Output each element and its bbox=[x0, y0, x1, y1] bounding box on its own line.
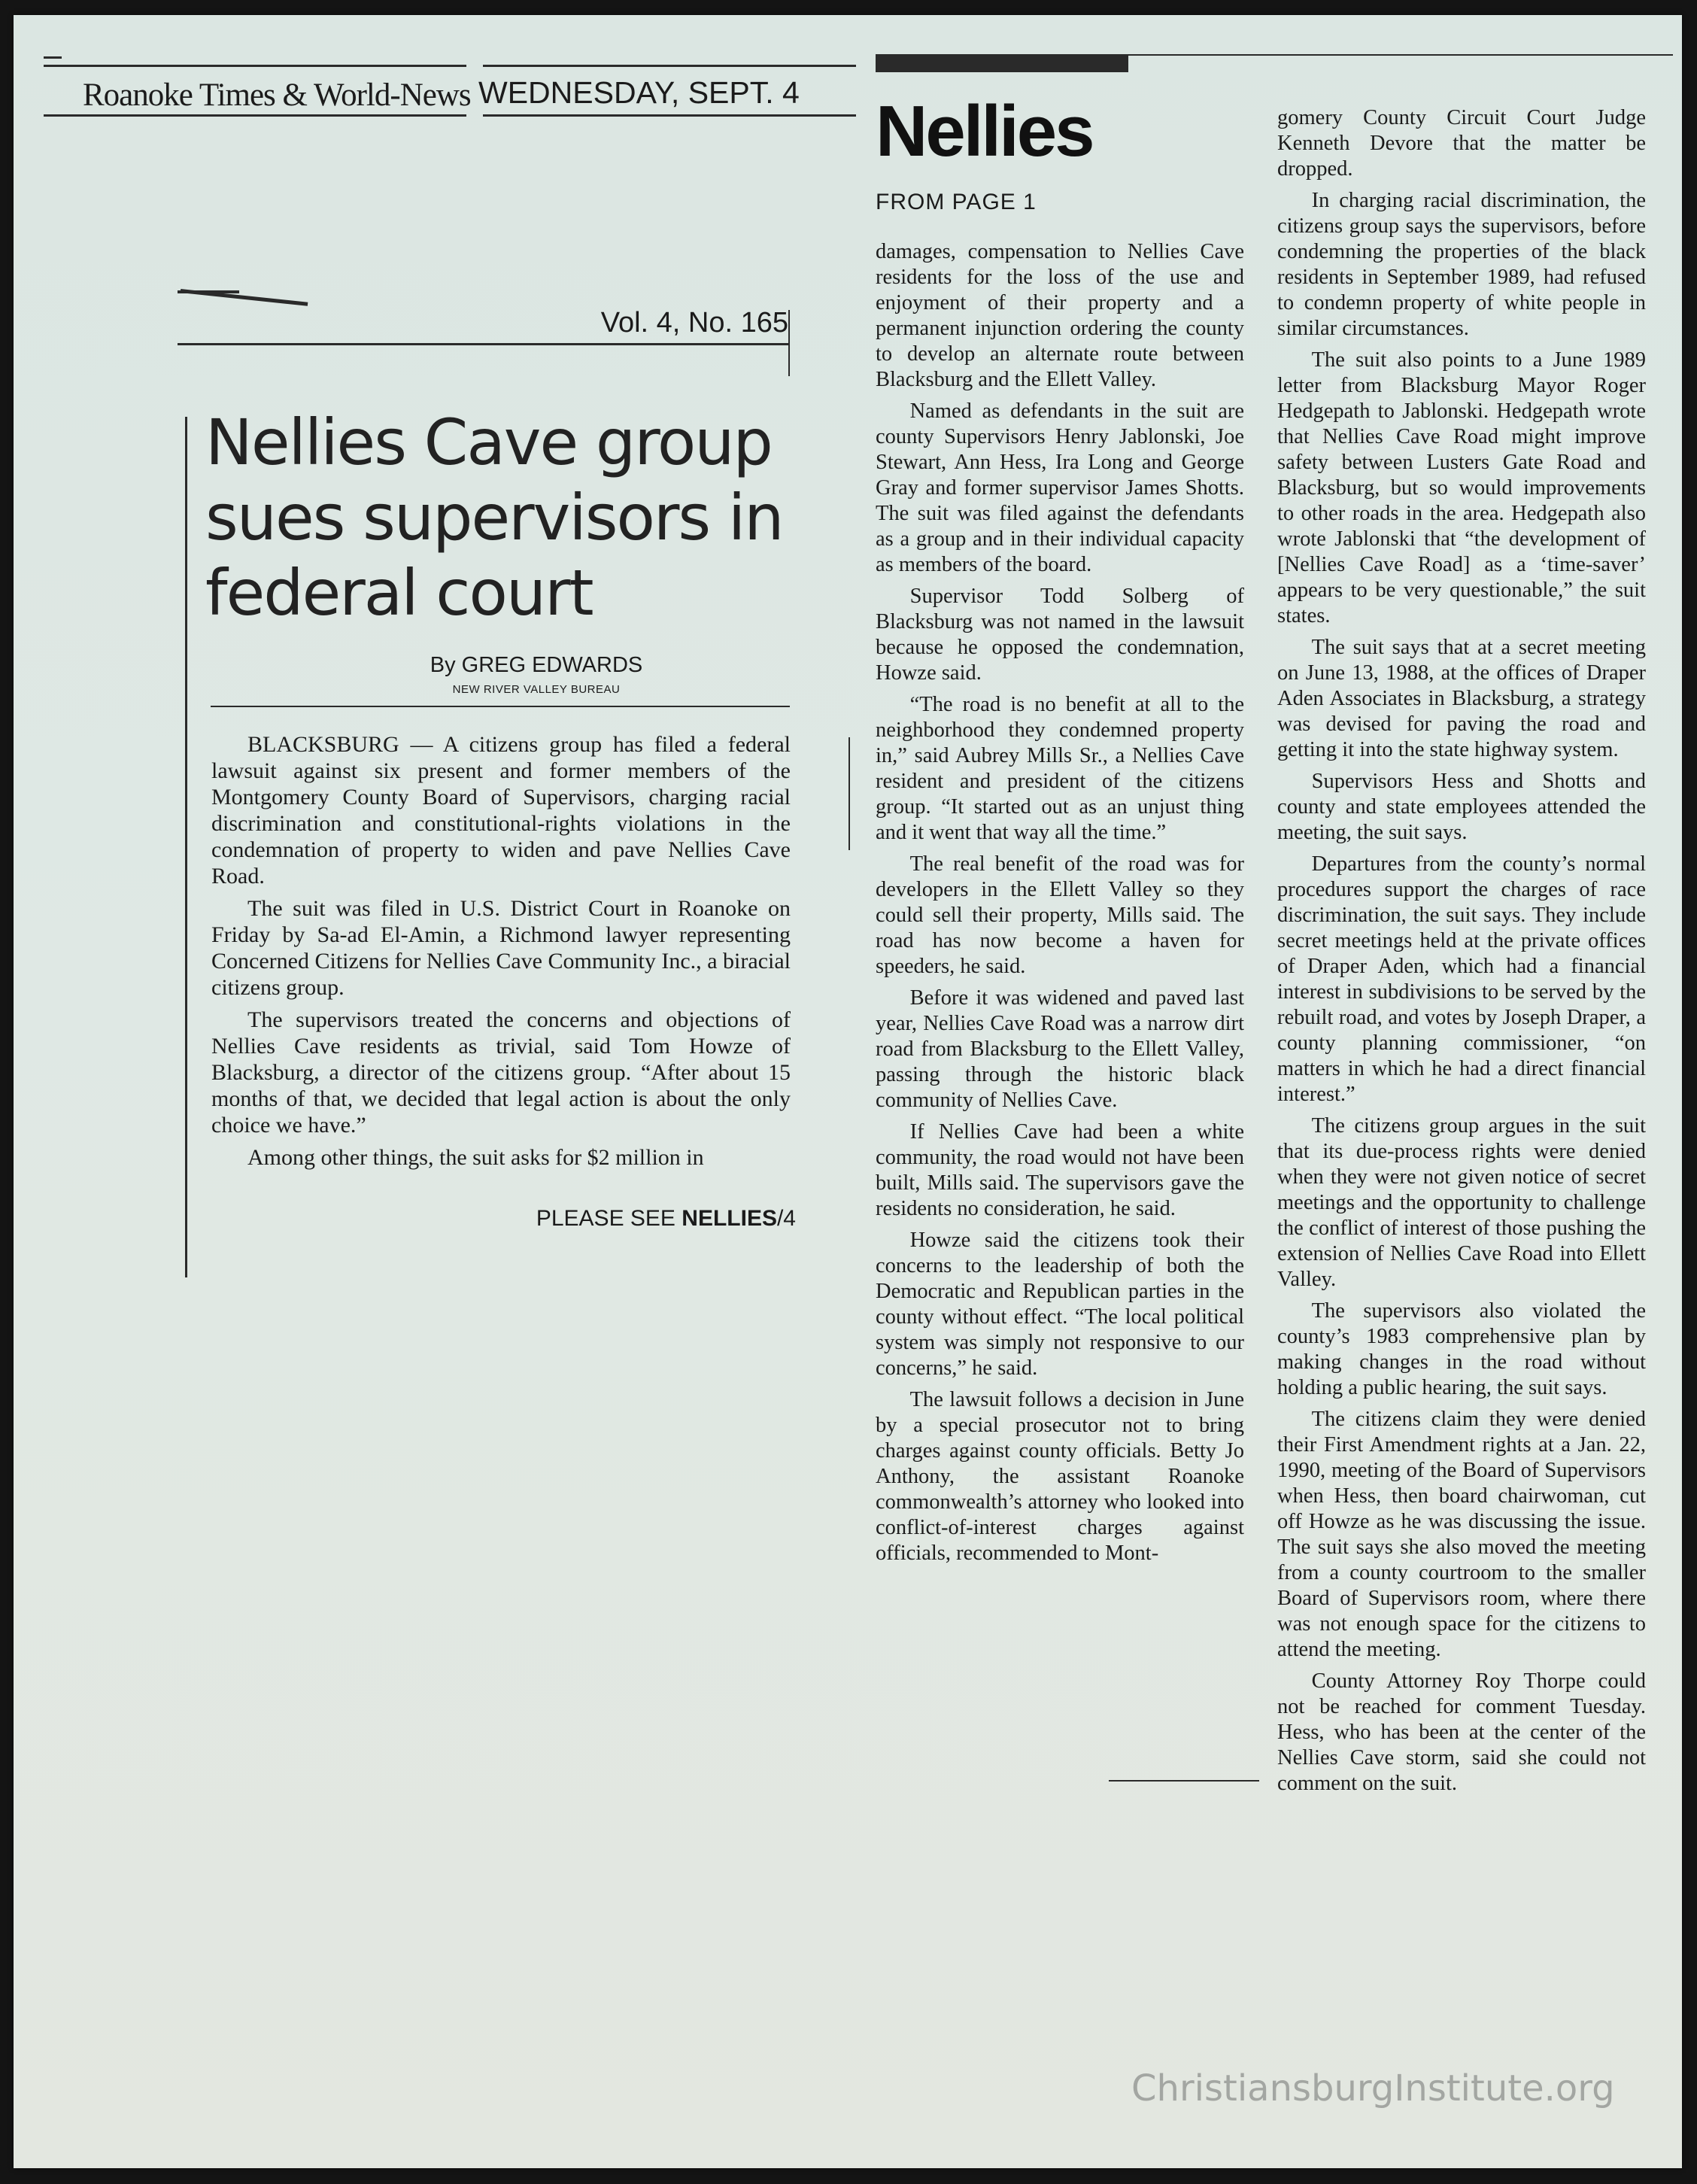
from-page-label: FROM PAGE 1 bbox=[876, 190, 1037, 214]
continuation-middle-column bbox=[876, 239, 1244, 1566]
article-paragraph: BLACKSBURG — A citizens group has filed a federal lawsuit against six present and former members of the Montgomery County Board of Supervisors, charging racial discrimination and constitutional-rights violations in the condemnation of property to widen and pave Nellies Cave Road. bbox=[211, 732, 791, 888]
continuation-black-bar bbox=[876, 56, 1128, 72]
jump-prefix: PLEASE SEE bbox=[536, 1206, 682, 1231]
article-paragraph: gomery County Circuit Court Judge Kenneth Devore that the matter be dropped. bbox=[1277, 106, 1646, 181]
article-paragraph: “The road is no benefit at all to the neighborhood they condemned property in,” said Aubrey Mills Sr., a Nellies Cave resident and president of the citizens group. “It started out as an unjust thing and it went that way all the time.” bbox=[876, 693, 1244, 844]
continuation-heading: Nellies bbox=[876, 91, 1093, 172]
continuation-right-column bbox=[1277, 105, 1646, 1797]
article-paragraph: The suit also points to a June 1989 letter from Blacksburg Mayor Roger Hedgepath to Jablonski. Hedgepath wrote that Nellies Cave Road might improve safety between Lusters Gate Road and Blacksburg, but so would improvements to other roads in the area. Hedgepath also wrote Jablonski that “the development of [Nellies Cave Road] as a ‘time-saver’ appears to be very questionable,” the suit states. bbox=[1277, 348, 1646, 627]
article-paragraph: The citizens group argues in the suit that its due-process rights were denied when they were not given notice of secret meetings and the opportunity to challenge the conflict of interest of those pushing the extension of Nellies Cave Road into Ellett Valley. bbox=[1277, 1114, 1646, 1291]
column-gutter-mark bbox=[848, 737, 850, 850]
volume-bottom-rule bbox=[178, 343, 790, 345]
article-paragraph: Supervisor Todd Solberg of Blacksburg was not named in the lawsuit because he opposed the condemnation, Howze said. bbox=[876, 585, 1244, 685]
article-paragraph: Named as defendants in the suit are county Supervisors Henry Jablonski, Joe Stewart, Ann Hess, Ira Long and George Gray and former supervisor James Shotts. The suit was filed against the defendants as a group and in their individual capacity as members of the board. bbox=[876, 399, 1244, 576]
clipping-sheet bbox=[14, 15, 1682, 2168]
article-paragraph: Supervisors Hess and Shotts and county and state employees attended the meeting, the suit says. bbox=[1277, 770, 1646, 844]
masthead-bottom-rule bbox=[44, 114, 466, 117]
article-paragraph: Howze said the citizens took their concerns to the leadership of both the Democratic and Republican parties in the county without effect. “The local political system was simply not responsive to our concerns,” he said. bbox=[876, 1229, 1244, 1380]
article-paragraph: The lawsuit follows a decision in June by a special prosecutor not to bring charges against county officials. Betty Jo Anthony, the assistant Roanoke commonwealth’s attorney who looked into conflict-of-interest charges against officials, recommended to Mont- bbox=[876, 1388, 1244, 1565]
article-paragraph: damages, compensation to Nellies Cave residents for the loss of the use and enjoyment of their property and a permanent injunction ordering the county to develop an alternate route between Blacksburg and the Ellett Valley. bbox=[876, 240, 1244, 391]
article-paragraph: The real benefit of the road was for developers in the Ellett Valley so they could sell their property, Mills said. The road has now become a haven for speeders, he said. bbox=[876, 852, 1244, 978]
article-left-rule bbox=[185, 417, 187, 1277]
jump-page: /4 bbox=[776, 1206, 796, 1231]
clipping-cut-rule bbox=[1109, 1780, 1259, 1782]
volume-side-rule bbox=[788, 310, 790, 376]
article-body-left bbox=[211, 731, 791, 1171]
article-paragraph: The supervisors treated the concerns and objections of Nellies Cave residents as trivial, said Tom Howze of Blacksburg, a director of the citizens group. “After about 15 months of that, we decided that legal action is about the only choice we have.” bbox=[211, 1007, 791, 1138]
article-paragraph: If Nellies Cave had been a white community, the road would not have been built, Mills said. The supervisors gave the residents no consideration, he said. bbox=[876, 1120, 1244, 1220]
volume-number: Vol. 4, No. 165 bbox=[600, 307, 788, 339]
byline: By GREG EDWARDS bbox=[430, 653, 643, 677]
article-paragraph: In charging racial discrimination, the citizens group says the supervisors, before condemning the properties of the black residents in September 1989, had refused to condemn property of white people in similar circumstances. bbox=[1277, 189, 1646, 340]
article-paragraph: The supervisors also violated the county’s 1983 comprehensive plan by making changes in the road without holding a public hearing, the suit says. bbox=[1277, 1299, 1646, 1399]
bureau-label: NEW RIVER VALLEY BUREAU bbox=[452, 683, 621, 696]
article-paragraph: The suit was filed in U.S. District Court in Roanoke on Friday by Sa-ad El-Amin, a Richmond lawyer representing Concerned Citizens for Nellies Cave Community Inc., a biracial citizens group. bbox=[211, 896, 791, 1000]
corner-mark bbox=[44, 56, 62, 59]
article-headline: Nellies Cave group sues supervisors in federal court bbox=[205, 406, 783, 630]
article-paragraph: Before it was widened and paved last year, Nellies Cave Road was a narrow dirt road from Blacksburg to the Ellett Valley, passing through the historic black community of Nellies Cave. bbox=[876, 986, 1244, 1112]
masthead-top-rule-2 bbox=[483, 65, 856, 67]
jump-line bbox=[480, 1206, 796, 1232]
article-paragraph: Among other things, the suit asks for $2 million in bbox=[247, 1145, 704, 1170]
article-paragraph: The suit says that at a secret meeting on June 13, 1988, at the offices of Draper Aden Associates in Blacksburg, a strategy was devised for paving the road and getting it into the state highway system. bbox=[1277, 636, 1646, 761]
byline-rule bbox=[211, 706, 790, 707]
masthead-top-rule bbox=[44, 65, 466, 67]
newspaper-name: Roanoke Times & World-News bbox=[83, 77, 471, 113]
volume-rule-stub bbox=[178, 290, 239, 293]
article-paragraph: County Attorney Roy Thorpe could not be reached for comment Tuesday. Hess, who has been at the center of the Nellies Cave storm, said she could not comment on the suit. bbox=[1277, 1669, 1646, 1795]
watermark: ChristiansburgInstitute.org bbox=[1131, 2067, 1615, 2110]
article-paragraph: The citizens claim they were denied their First Amendment rights at a Jan. 22, 1990, meeting of the Board of Supervisors when Hess, then board chairwoman, cut off Howze as he was discussing the issue. The suit says she also moved the meeting from a county courtroom to the smaller Board of Supervisors room, where there was not enough space for the citizens to attend the meeting. bbox=[1277, 1408, 1646, 1661]
issue-date: WEDNESDAY, SEPT. 4 bbox=[478, 75, 800, 110]
article-paragraph: Departures from the county’s normal procedures support the charges of race discrimination, the suit says. They include secret meetings held at the private offices of Draper Aden, which had a financial interest in subdivisions to be served by the rebuilt road, and votes by Joseph Draper, a county planning commissioner, “on matters in which he had a direct financial interest.” bbox=[1277, 852, 1646, 1106]
masthead-bottom-rule-2 bbox=[483, 114, 856, 117]
jump-word: NELLIES bbox=[682, 1206, 777, 1231]
